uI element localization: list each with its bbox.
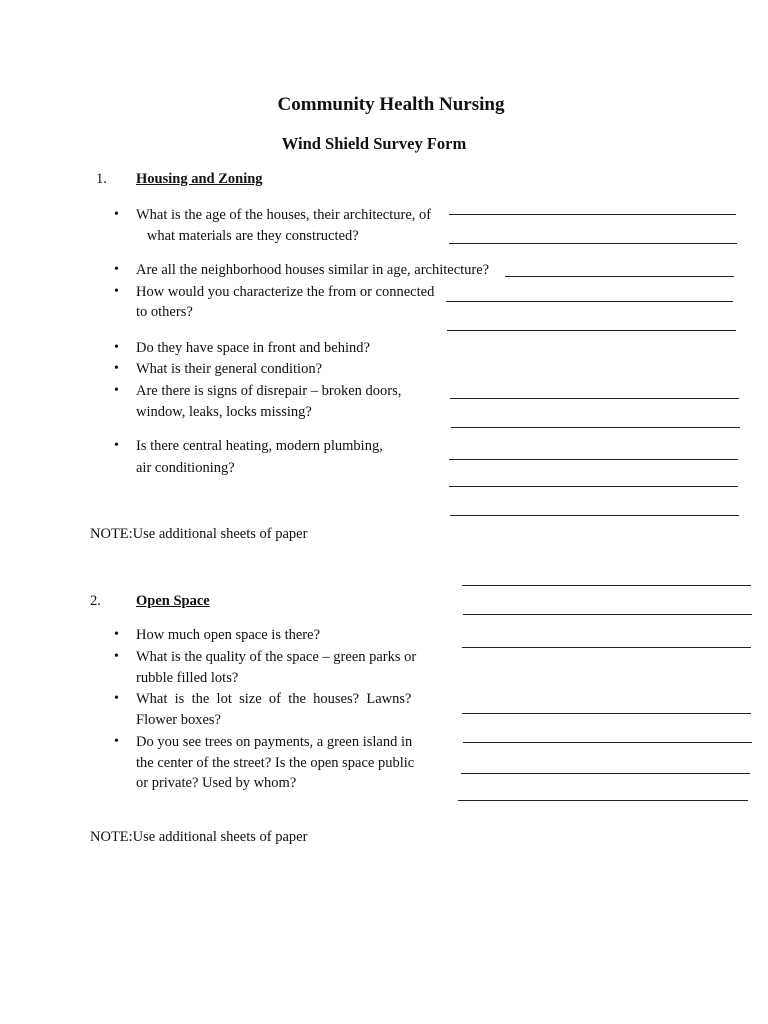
bullet: • (114, 691, 119, 706)
answer-line[interactable] (450, 515, 739, 516)
question-line: Do they have space in front and behind? (136, 340, 370, 356)
section-heading: Housing and Zoning (136, 171, 263, 187)
bullet: • (114, 361, 119, 376)
question-line: What is the quality of the space – green parks or (136, 649, 417, 665)
section-number: 1. (96, 171, 107, 187)
section-number: 2. (90, 593, 101, 609)
bullet: • (114, 207, 119, 222)
answer-line[interactable] (505, 276, 734, 277)
answer-line[interactable] (449, 459, 738, 460)
question-line: What is the age of the houses, their architecture, of (136, 207, 432, 223)
question-line: What is their general condition? (136, 361, 323, 377)
answer-line[interactable] (449, 486, 738, 487)
note: NOTE:Use additional sheets of paper (90, 526, 308, 542)
answer-line[interactable] (462, 585, 751, 586)
question-line: rubble filled lots? (136, 670, 239, 686)
answer-line[interactable] (463, 742, 752, 743)
bullet: • (114, 284, 119, 299)
answer-line[interactable] (451, 427, 740, 428)
question-line: Do you see trees on payments, a green island in (136, 734, 413, 750)
question-line: Flower boxes? (136, 712, 221, 728)
question-line: the center of the street? Is the open space public (136, 755, 415, 771)
bullet: • (114, 438, 119, 453)
question-line: Is there central heating, modern plumbing, (136, 438, 383, 454)
section-heading: Open Space (136, 593, 210, 609)
question-line: or private? Used by whom? (136, 775, 297, 791)
bullet: • (114, 734, 119, 749)
page-title: Community Health Nursing (277, 94, 505, 115)
answer-line[interactable] (450, 398, 739, 399)
answer-line[interactable] (458, 800, 748, 801)
answer-line[interactable] (446, 301, 733, 302)
question-line: to others? (136, 304, 193, 320)
question-line: What is the lot size of the houses? Lawns? (136, 691, 412, 707)
bullet: • (114, 627, 119, 642)
answer-line[interactable] (462, 647, 751, 648)
answer-line[interactable] (461, 773, 750, 774)
question-line: How much open space is there? (136, 627, 321, 643)
answer-line[interactable] (449, 214, 736, 215)
bullet: • (114, 649, 119, 664)
question-line: Are there is signs of disrepair – broken doors, (136, 383, 402, 399)
bullet: • (114, 262, 119, 277)
answer-line[interactable] (463, 614, 752, 615)
question-line: what materials are they constructed? (136, 228, 359, 244)
question-line: air conditioning? (136, 460, 235, 476)
bullet: • (114, 340, 119, 355)
question-line: How would you characterize the from or connected (136, 284, 435, 300)
answer-line[interactable] (462, 713, 751, 714)
question-line: Are all the neighborhood houses similar in age, architecture? (136, 262, 490, 278)
answer-line[interactable] (447, 330, 736, 331)
question-line: window, leaks, locks missing? (136, 404, 312, 420)
note: NOTE:Use additional sheets of paper (90, 829, 308, 845)
answer-line[interactable] (449, 243, 737, 244)
page-subtitle: Wind Shield Survey Form (281, 134, 467, 153)
bullet: • (114, 383, 119, 398)
